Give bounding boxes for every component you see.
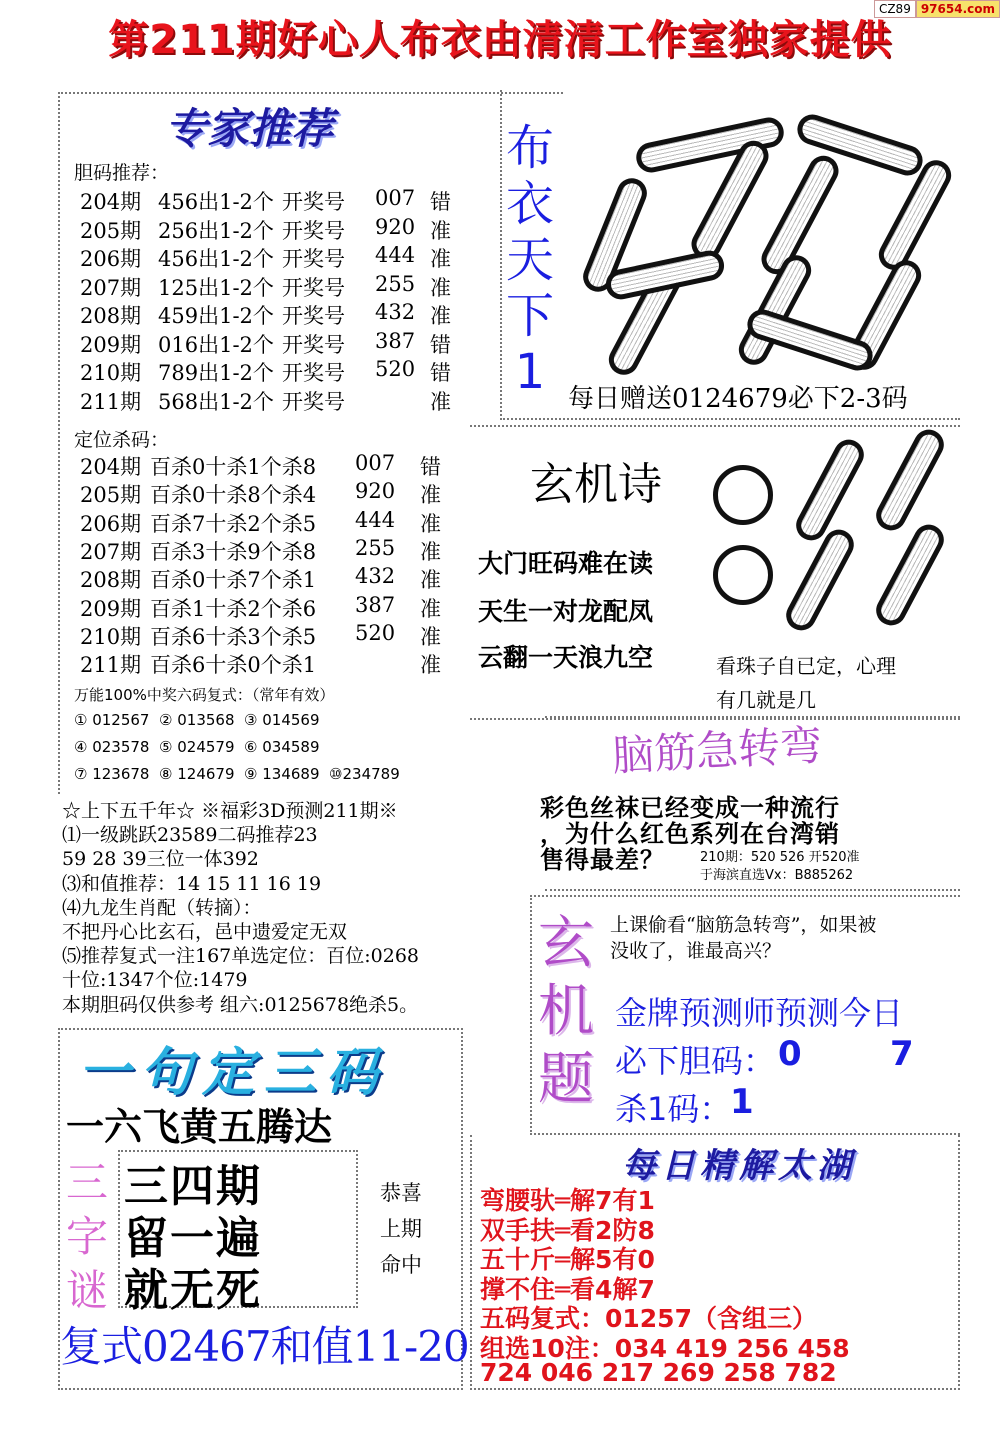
prediction-line: ⑶和值推荐：14 15 11 16 19 <box>62 872 322 895</box>
congrats <box>380 1175 422 1283</box>
riddle-text: 没收了，谁最高兴？ <box>610 940 782 962</box>
dan-cell: 456出1-2个 <box>158 190 274 214</box>
dan-cell: 256出1-2个 <box>158 218 274 243</box>
dan-cell: 开奖号 <box>282 332 345 357</box>
taihu-line: 724 046 217 269 258 782 <box>480 1358 837 1387</box>
kill-cell: 255 <box>355 535 396 560</box>
six-row: ① 012567 ② 013568 ③ 014569 <box>74 711 320 729</box>
buyi-char: 布 <box>505 120 554 176</box>
badge-site[interactable]: 97654.com <box>916 0 1000 18</box>
kill-cell: 准 <box>420 624 441 649</box>
taihu-line: 弯腰驮═解7有1 <box>480 1186 655 1215</box>
dan-cell: 开奖号 <box>282 304 345 328</box>
dan-cell: 准 <box>430 389 451 414</box>
prediction-line: ⑸推荐复式一注167单选定位：百位:0268 <box>62 945 420 968</box>
kill-cell: 210期 <box>80 624 142 649</box>
compound-line: 复式02467和值11-20 <box>60 1322 469 1371</box>
kill-cell: 520 <box>355 620 396 645</box>
kill-cell: 209期 <box>80 596 142 621</box>
riddle-line: 三四期 <box>124 1161 262 1212</box>
dan-cell: 789出1-2个 <box>158 361 274 385</box>
dan-cell: 204期 <box>80 190 142 214</box>
dan-cell: 开奖号 <box>282 389 345 414</box>
pearl-note: 有几就是几 <box>716 688 816 712</box>
kill-cell: 百杀6十杀3个杀5 <box>150 624 317 649</box>
kill-cell: 920 <box>355 479 396 504</box>
taihu-line: 五十斤═解5有0 <box>480 1245 655 1274</box>
kill-cell: 百杀6十杀0个杀1 <box>150 653 317 678</box>
gold-predictor: 金牌预测师预测今日 <box>615 994 904 1032</box>
kill-cell: 208期 <box>80 568 142 593</box>
dan-cell: 255 <box>375 271 416 296</box>
dan-cell: 920 <box>375 214 416 239</box>
dan-cell: 125出1-2个 <box>158 275 274 300</box>
side-char: 字 <box>66 1212 109 1261</box>
riddle-char: 机 <box>538 979 594 1044</box>
riddle-side <box>66 1156 108 1318</box>
prediction-line: 十位:1347个位:1479 <box>62 969 248 992</box>
kill-cell: 204期 <box>80 455 142 479</box>
taihu-line: 组选10注：034 419 256 458 <box>480 1333 850 1363</box>
dan-cell: 准 <box>430 275 451 300</box>
dan-cell: 016出1-2个 <box>158 332 274 357</box>
one-line-title: 一句定三码 <box>78 1043 389 1103</box>
congrats-line: 恭喜 <box>380 1181 422 1205</box>
coin-icon <box>713 545 773 605</box>
prediction-line: 59 28 39三位一体392 <box>62 848 259 871</box>
kill-cell: 百杀0十杀8个杀4 <box>150 483 317 508</box>
dan-cell: 错 <box>430 332 451 357</box>
site-badge[interactable] <box>874 0 1000 18</box>
dan-cell: 开奖号 <box>282 247 345 271</box>
kill-cell: 百杀0十杀7个杀1 <box>150 568 317 593</box>
pearl-note: 看珠子自已定，心理 <box>716 654 896 678</box>
dan-cell: 007 <box>375 186 416 210</box>
dan-cell: 432 <box>375 300 416 324</box>
congrats-line: 命中 <box>380 1253 422 1277</box>
must-digit: 7 <box>890 1034 914 1074</box>
dan-cell: 开奖号 <box>282 361 345 385</box>
kill-cell: 准 <box>420 568 441 593</box>
six-row: ⑦ 123678 ⑧ 124679 ⑨ 134689 ⑩234789 <box>74 765 400 783</box>
riddle-line: 就无死 <box>124 1265 262 1316</box>
dan-cell: 错 <box>430 190 451 214</box>
brain-question: 售得最差？ <box>540 846 665 874</box>
side-char: 谜 <box>66 1266 109 1315</box>
riddle-char: 题 <box>538 1047 594 1112</box>
kill-cell: 444 <box>355 507 396 532</box>
poem-line: 天生一对龙配凤 <box>478 597 654 626</box>
bead <box>871 424 949 535</box>
kill-cell: 准 <box>420 483 441 508</box>
buyi-char: 1 <box>514 344 546 400</box>
must-label: 必下胆码： <box>615 1042 776 1080</box>
kill-cell: 准 <box>420 653 441 678</box>
dan-cell: 开奖号 <box>282 275 345 300</box>
kill-cell: 211期 <box>80 653 142 678</box>
brain-note: 210期：520 526 开520准 <box>700 850 860 865</box>
prediction-line: ☆上下五千年☆ ※福彩3D预测211期※ <box>62 800 398 822</box>
bead <box>791 434 869 545</box>
kill-cell: 206期 <box>80 511 142 536</box>
riddle-vertical <box>538 910 594 1114</box>
poem-line: 云翻一天浪九空 <box>478 643 654 672</box>
congrats-line: 上期 <box>380 1217 422 1241</box>
kill-one-label: 杀1码： <box>615 1090 732 1128</box>
side-char: 三 <box>66 1158 109 1207</box>
prediction-line: 不把丹心比玄石，邑中遗爱定无双 <box>62 921 348 943</box>
brain-title: 脑筋急转弯 <box>610 720 824 781</box>
taihu-title: 每日精解太湖 <box>622 1146 856 1186</box>
bead <box>871 519 949 630</box>
brain-question: ，为什么红色系列在台湾销 <box>540 820 840 848</box>
dan-cell: 开奖号 <box>282 190 345 214</box>
kill-cell: 387 <box>355 592 396 617</box>
coin-icon <box>713 465 773 525</box>
dan-cell: 开奖号 <box>282 218 345 243</box>
six-row: ④ 023578 ⑤ 024579 ⑥ 034589 <box>74 738 320 756</box>
poem-line: 大门旺码难在读 <box>478 549 654 578</box>
dan-cell: 错 <box>430 361 451 385</box>
pearl-digits <box>705 425 960 640</box>
brain-question: 彩色丝袜已经变成一种流行 <box>540 794 840 822</box>
kill-cell: 百杀0十杀1个杀8 <box>150 455 317 479</box>
dan-cell: 准 <box>430 304 451 328</box>
dan-cell: 205期 <box>80 218 142 243</box>
dan-cell: 444 <box>375 243 416 267</box>
must-digit: 0 <box>778 1034 802 1074</box>
kill-cell: 错 <box>420 455 441 479</box>
dan-label: 胆码推荐： <box>74 162 170 184</box>
buyi-char: 天 <box>505 232 554 288</box>
prediction-line: ⑷九龙生肖配（转摘）： <box>62 896 262 919</box>
bead <box>781 524 859 635</box>
dan-cell: 520 <box>375 357 416 381</box>
daily-gift: 每日赠送0124679必下2-3码 <box>568 384 908 414</box>
kill-one-digit: 1 <box>730 1082 754 1122</box>
bead <box>744 306 877 375</box>
dan-cell: 387 <box>375 328 416 353</box>
kill-label: 定位杀码： <box>74 429 170 451</box>
taihu-line: 双手扶═看2防8 <box>480 1215 655 1245</box>
kill-cell: 百杀7十杀2个杀5 <box>150 511 317 536</box>
kill-cell: 007 <box>355 451 396 475</box>
dan-cell: 568出1-2个 <box>158 389 274 414</box>
dan-cell: 207期 <box>80 275 142 300</box>
riddle-char: 玄 <box>538 911 594 976</box>
buyi-char: 衣 <box>505 176 554 232</box>
one-line-phrase: 一六飞黄五腾达 <box>66 1105 333 1149</box>
dan-cell: 209期 <box>80 332 142 357</box>
dan-cell: 准 <box>430 247 451 271</box>
six-label: 万能100%中奖六码复式：（常年有效） <box>74 686 335 704</box>
buyi-char: 下 <box>505 288 554 344</box>
dan-cell: 准 <box>430 218 451 243</box>
riddle-line: 留一遍 <box>124 1213 262 1264</box>
pearl-digits-20 <box>565 90 960 370</box>
prediction-line: 本期胆码仅供参考 组六:0125678绝杀5。 <box>62 993 419 1016</box>
dan-cell: 206期 <box>80 247 142 271</box>
riddle-text: 上课偷看“脑筋急转弯”，如果被 <box>610 914 877 936</box>
kill-cell: 准 <box>420 539 441 564</box>
buyi-vertical <box>498 120 562 400</box>
page-title: 第211期好心人布衣由清清工作室独家提供 <box>108 17 892 63</box>
dan-cell: 456出1-2个 <box>158 247 274 271</box>
kill-cell: 百杀1十杀2个杀6 <box>150 596 317 621</box>
kill-cell: 百杀3十杀9个杀8 <box>150 539 317 564</box>
dan-cell: 459出1-2个 <box>158 304 274 328</box>
dan-cell: 211期 <box>80 389 142 414</box>
expert-heading: 专家推荐 <box>165 104 334 153</box>
brain-note: 于海滨直选Vx：B885262 <box>700 868 854 883</box>
poem-title: 玄机诗 <box>530 459 662 510</box>
prediction-line: ⑴一级跳跃23589二码推荐23 <box>62 824 318 847</box>
kill-cell: 207期 <box>80 539 142 564</box>
taihu-line: 五码复式：01257（含组三） <box>480 1304 817 1333</box>
kill-cell: 准 <box>420 511 441 536</box>
kill-cell: 准 <box>420 596 441 621</box>
dan-cell: 210期 <box>80 361 142 385</box>
kill-cell: 432 <box>355 564 396 589</box>
dan-cell: 208期 <box>80 304 142 328</box>
kill-cell: 205期 <box>80 483 142 508</box>
taihu-line: 撑不住═看4解7 <box>480 1274 655 1304</box>
badge-code: CZ89 <box>874 0 916 18</box>
